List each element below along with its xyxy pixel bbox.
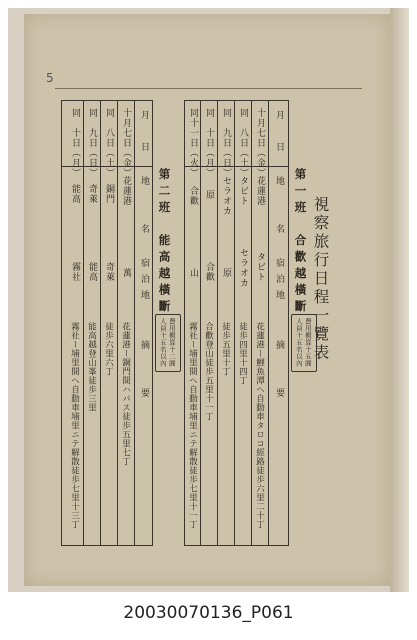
group1-row-date: 同 十日（月）: [204, 108, 214, 178]
page-number: 5: [46, 71, 54, 85]
group2-col-rule: [83, 100, 84, 545]
group1-row-lodging: 合歡: [204, 262, 214, 282]
group2-row-remarks: 能高越登山峯徒歩三里: [86, 322, 97, 412]
group1-row-date: 同 九日（日）: [221, 108, 231, 178]
document-title: 視察旅行日程一覽表: [311, 196, 330, 363]
group2-row-lodging: 萬: [121, 268, 131, 278]
group1-col-rule: [217, 100, 218, 545]
group2-row-date: 同 九日（日）: [87, 108, 97, 178]
group1-col-rule: [251, 100, 252, 545]
group1-row-remarks: 徒歩五里十丁: [220, 322, 231, 376]
group1-row-remarks: 徒歩四里十四丁: [237, 322, 248, 385]
group1-col-rule: [234, 100, 235, 545]
group2-row-place: 能高: [70, 184, 80, 204]
group1-row-lodging: タビト: [255, 252, 265, 282]
header-remarks: 摘 要: [139, 340, 149, 404]
group2-name: 第二班 能高越橫斷: [157, 168, 172, 317]
group2-row-date: 十月七日（金）: [121, 108, 131, 178]
group2-col-rule: [100, 100, 101, 545]
group1-row-remarks: 花蓮港ー鯉魚潭ヘ自動車タロコ經路徒歩六里二十丁: [254, 322, 265, 529]
top-rule: [55, 88, 362, 89]
group1-row-place: 花蓮港: [255, 176, 265, 206]
group1-name: 第一班 合歡越橫斷: [293, 168, 308, 317]
group1-col-rule: [200, 100, 201, 545]
group1-row-remarks: 合歡登山徒歩五里十一丁: [203, 322, 214, 421]
group2-row-place: 銅門: [104, 184, 114, 204]
group1-row-date: 同十一日（火）: [188, 108, 198, 178]
group2-note-cost: 費用概算十二圓: [167, 318, 176, 367]
header-lodging: 宿泊地: [139, 258, 149, 306]
header-lodging: 宿泊地: [274, 258, 284, 306]
group1-row-lodging: 原: [221, 268, 231, 278]
header-remarks: 摘 要: [274, 340, 284, 404]
header-date: 月 日: [274, 110, 284, 158]
group2-row-lodging: 能高: [87, 262, 97, 282]
group1-row-place: セラオカ: [221, 176, 231, 216]
group1-row-remarks: 霧社ー埔里間ヘ自動車埔里ニテ解散徒歩七里十一丁: [187, 322, 198, 529]
group2-row-lodging: 奇萊: [104, 262, 114, 282]
group2-row-place: 花蓮港: [121, 176, 131, 206]
group1-row-place: 合歡: [188, 186, 198, 206]
group1-note-cost: 費用概算十五圓: [303, 318, 312, 367]
group2-col-rule: [117, 100, 118, 545]
group1-row-place: タビト: [238, 176, 248, 206]
group2-row-remarks: 花蓮港ー銅門間ハバス徒歩五里七丁: [120, 322, 131, 466]
group2-row-place: 奇萊: [87, 184, 97, 204]
book-spine: [390, 8, 409, 592]
group2-row-remarks: 徒歩六里六丁: [103, 322, 114, 376]
group2-row-remarks: 霧社ー埔里間ヘ自動車埔里ニテ解散徒歩七里十三丁: [69, 322, 80, 529]
group1-row-date: 同 八日（土）: [238, 108, 248, 178]
group2-row-date: 同 八日（土）: [104, 108, 114, 178]
header-place: 地 名: [139, 176, 149, 240]
group2-row-date: 同 十日（月）: [70, 108, 80, 178]
group1-col-rule: [268, 100, 269, 545]
group1-row-place: 原: [204, 190, 214, 200]
group1-row-lodging: セラオカ: [238, 248, 248, 288]
group2-note-members: 人員十五名以內: [158, 318, 167, 367]
group1-row-date: 十月七日（金）: [255, 108, 265, 178]
header-date: 月 日: [139, 110, 149, 158]
group1-note-members: 人員十五名以內: [294, 318, 303, 367]
group2-col-rule: [134, 100, 135, 545]
group1-row-lodging: 山: [188, 268, 198, 278]
group2-row-lodging: 霧社: [70, 262, 80, 282]
header-place: 地 名: [274, 176, 284, 240]
image-caption: 20030070136_P061: [123, 603, 294, 623]
